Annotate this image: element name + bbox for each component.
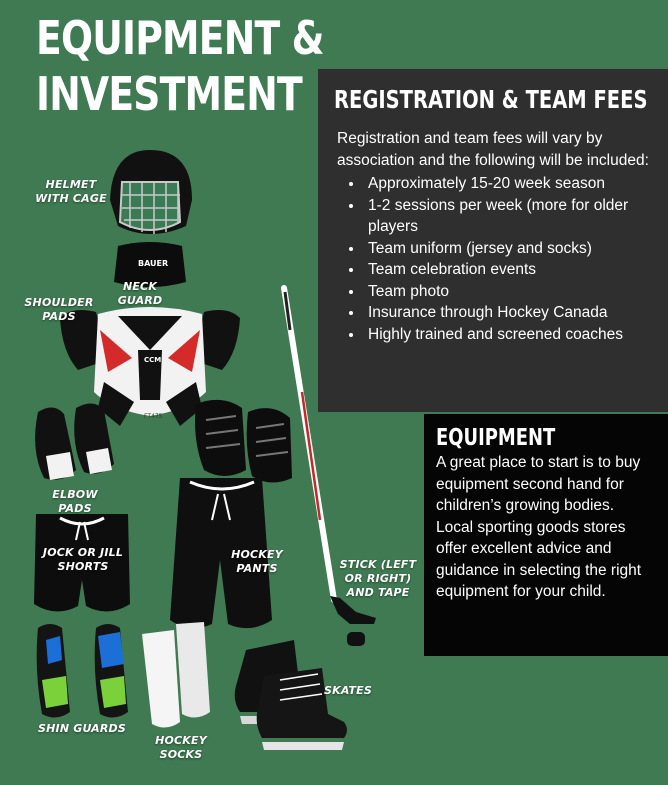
label-shoulder-pads: SHOULDER PADS <box>24 296 94 323</box>
label-hockey-socks: HOCKEY SOCKS <box>155 734 207 761</box>
list-item: • 1-2 sessions per week (more for older players <box>364 195 654 238</box>
registration-panel <box>318 69 668 412</box>
list-item: • Team uniform (jersey and socks) <box>364 238 654 260</box>
registration-list <box>334 173 654 345</box>
hockey-socks-icon <box>142 622 210 728</box>
title-line-2: INVESTMENT <box>36 67 302 121</box>
puck-icon <box>347 632 365 646</box>
label-skates: SKATES <box>323 684 373 697</box>
label-shin-guards: SHIN GUARDS <box>38 722 126 735</box>
equipment-paragraph-1: A great place to start is to buy equipment second hand for children’s growing bodies. <box>436 454 641 514</box>
list-item: • Team photo <box>364 281 654 303</box>
helmet-icon <box>110 150 192 234</box>
registration-heading: REGISTRATION & TEAM FEES <box>334 85 648 114</box>
label-elbow-pads: ELBOW PADS <box>52 488 98 515</box>
label-helmet: HELMET WITH CAGE <box>35 178 107 205</box>
equipment-heading: EQUIPMENT <box>436 425 556 451</box>
list-item: • Highly trained and screened coaches <box>364 324 654 346</box>
title-line-1: EQUIPMENT & <box>36 11 324 65</box>
list-item: • Approximately 15-20 week season <box>364 173 654 195</box>
label-jock-shorts: JOCK OR JILL SHORTS <box>42 546 124 573</box>
list-item: • Insurance through Hockey Canada <box>364 302 654 324</box>
label-neck-guard: NECK GUARD <box>117 280 163 307</box>
label-stick: STICK (LEFT OR RIGHT) AND TAPE <box>339 558 417 599</box>
model-label: FT475 <box>144 413 163 420</box>
registration-intro: Registration and team fees will vary by association and the following will be included: <box>337 130 649 169</box>
gloves-icon <box>195 400 292 483</box>
label-hockey-pants: HOCKEY PANTS <box>231 548 283 575</box>
shin-guards-icon <box>37 624 128 718</box>
list-item: • Team celebration events <box>364 259 654 281</box>
bauer-logo: BAUER <box>138 259 169 268</box>
equipment-paragraph-2: Local sporting goods stores offer excellent advice and guidance in selecting the right equipment for your child. <box>436 518 642 600</box>
equipment-panel <box>424 414 668 656</box>
elbow-pads-icon <box>35 403 114 480</box>
ccm-logo: CCM <box>144 356 162 364</box>
